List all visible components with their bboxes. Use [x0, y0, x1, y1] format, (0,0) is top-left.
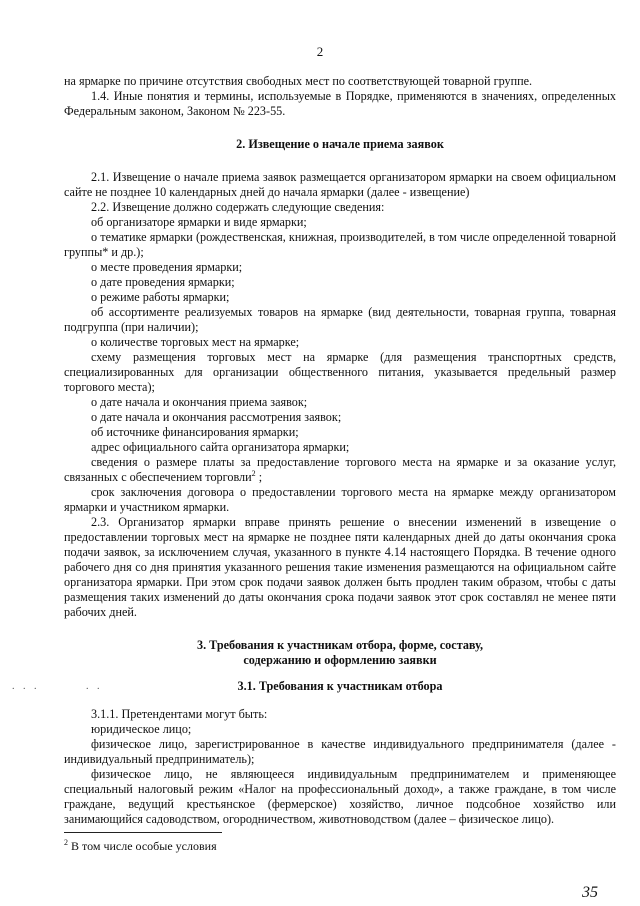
- handwritten-page-mark: 35: [582, 884, 598, 901]
- document-body: [12, 74, 616, 827]
- paragraph-3-1-1: 3.1.1. Претендентами могут быть:: [91, 707, 268, 721]
- list-item: адрес официального сайта организатора ярмарки;: [91, 440, 350, 454]
- list-item: об ассортименте реализуемых товаров на ярмарке (вид деятельности, товарная группа, товарная подгруппа (при наличии);: [64, 305, 616, 334]
- section-2-title: 2. Извещение о начале приема заявок: [236, 137, 444, 151]
- paragraph-2-2: 2.2. Извещение должно содержать следующие сведения:: [91, 200, 385, 214]
- footnote: [64, 839, 217, 854]
- list-item: физическое лицо, не являющееся индивидуальным предпринимателем и применяющее специальный налоговый режим «Налог на профессиональный доход», а также граждане, в том числе граждане, ведущий крестьянское (фермерское) хозяйство, личное подсобное хозяйство или занимающийся садоводством, огородничеством, животноводством (далее – физическое лицо).: [64, 767, 616, 826]
- list-item-fee: [64, 455, 616, 485]
- subsection-3-1-title: [12, 679, 616, 694]
- fee-text: сведения о размере платы за предоставление торгового места на ярмарке и за оказание услуг, связанных с обеспечением торговли: [64, 455, 616, 484]
- list-item: физическое лицо, зарегистрированное в качестве индивидуального предпринимателя (далее - индивидуальный предприниматель);: [64, 737, 616, 766]
- section-3-title: [64, 638, 616, 668]
- paragraph-2-1: 2.1. Извещение о начале приема заявок размещается организатором ярмарки на своем официальном сайте не позднее 10 календарных дней до начала ярмарки (далее - извещение): [64, 170, 616, 199]
- footnote-mark: 2: [64, 838, 68, 847]
- scan-artifact-dots: . .: [86, 681, 103, 692]
- list-item: об организаторе ярмарки и виде ярмарки;: [91, 215, 307, 229]
- paragraph-1-4: 1.4. Иные понятия и термины, используемые в Порядке, применяются в значениях, определенных Федеральным законом, Законом № 223-55.: [64, 89, 616, 118]
- paragraph-2-3: 2.3. Организатор ярмарки вправе принять решение о внесении изменений в извещение о предоставлении торговых мест на ярмарке не позднее пяти календарных дней до даты окончания срока подачи заявок, за исключением случая, указанного в пункте 4.14 настоящего Порядка. В течение одного рабочего дня со дня принятия указанного решения такие изменения размещаются на официальном сайте организатора ярмарки. При этом срок подачи заявок должен быть продлен таким образом, чтобы с даты размещения таких изменений до даты окончания срока подачи заявок этот срок составлял не менее пяти рабочих дней.: [64, 515, 616, 619]
- list-item: о дате начала и окончания приема заявок;: [91, 395, 308, 409]
- list-item: о дате проведения ярмарки;: [91, 275, 235, 289]
- section-3-title-line-1: 3. Требования к участникам отбора, форме, составу,: [196, 638, 484, 652]
- list-item: о месте проведения ярмарки;: [91, 260, 243, 274]
- list-item: об источнике финансирования ярмарки;: [91, 425, 299, 439]
- section-3-title-line-2: содержанию и оформлению заявки: [243, 653, 437, 667]
- list-item: срок заключения договора о предоставлении торгового места на ярмарке между организатором ярмарки и участником ярмарки.: [64, 485, 616, 514]
- paragraph-continuation: на ярмарке по причине отсутствия свободных мест по соответствующей товарной группе.: [64, 74, 533, 88]
- scan-artifact-dots: . . .: [12, 681, 40, 692]
- list-item: о тематике ярмарки (рождественская, книжная, производителей, в том числе определенной товарной группы* и др.);: [64, 230, 616, 259]
- subsection-3-1-title-text: 3.1. Требования к участникам отбора: [237, 679, 443, 693]
- footnote-text: В том числе особые условия: [68, 839, 217, 853]
- page-number: 2: [316, 44, 324, 59]
- footnote-divider: [64, 832, 222, 833]
- footnote-reference: 2: [251, 468, 256, 478]
- list-item: о режиме работы ярмарки;: [91, 290, 230, 304]
- fee-text-end: ;: [255, 470, 263, 484]
- list-item: юридическое лицо;: [91, 722, 192, 736]
- list-item: о количестве торговых мест на ярмарке;: [91, 335, 300, 349]
- list-item: о дате начала и окончания рассмотрения заявок;: [91, 410, 342, 424]
- list-item: схему размещения торговых мест на ярмарке (для размещения транспортных средств, специализированных для организации общественного питания, указывается предельный размер торгового места);: [64, 350, 616, 394]
